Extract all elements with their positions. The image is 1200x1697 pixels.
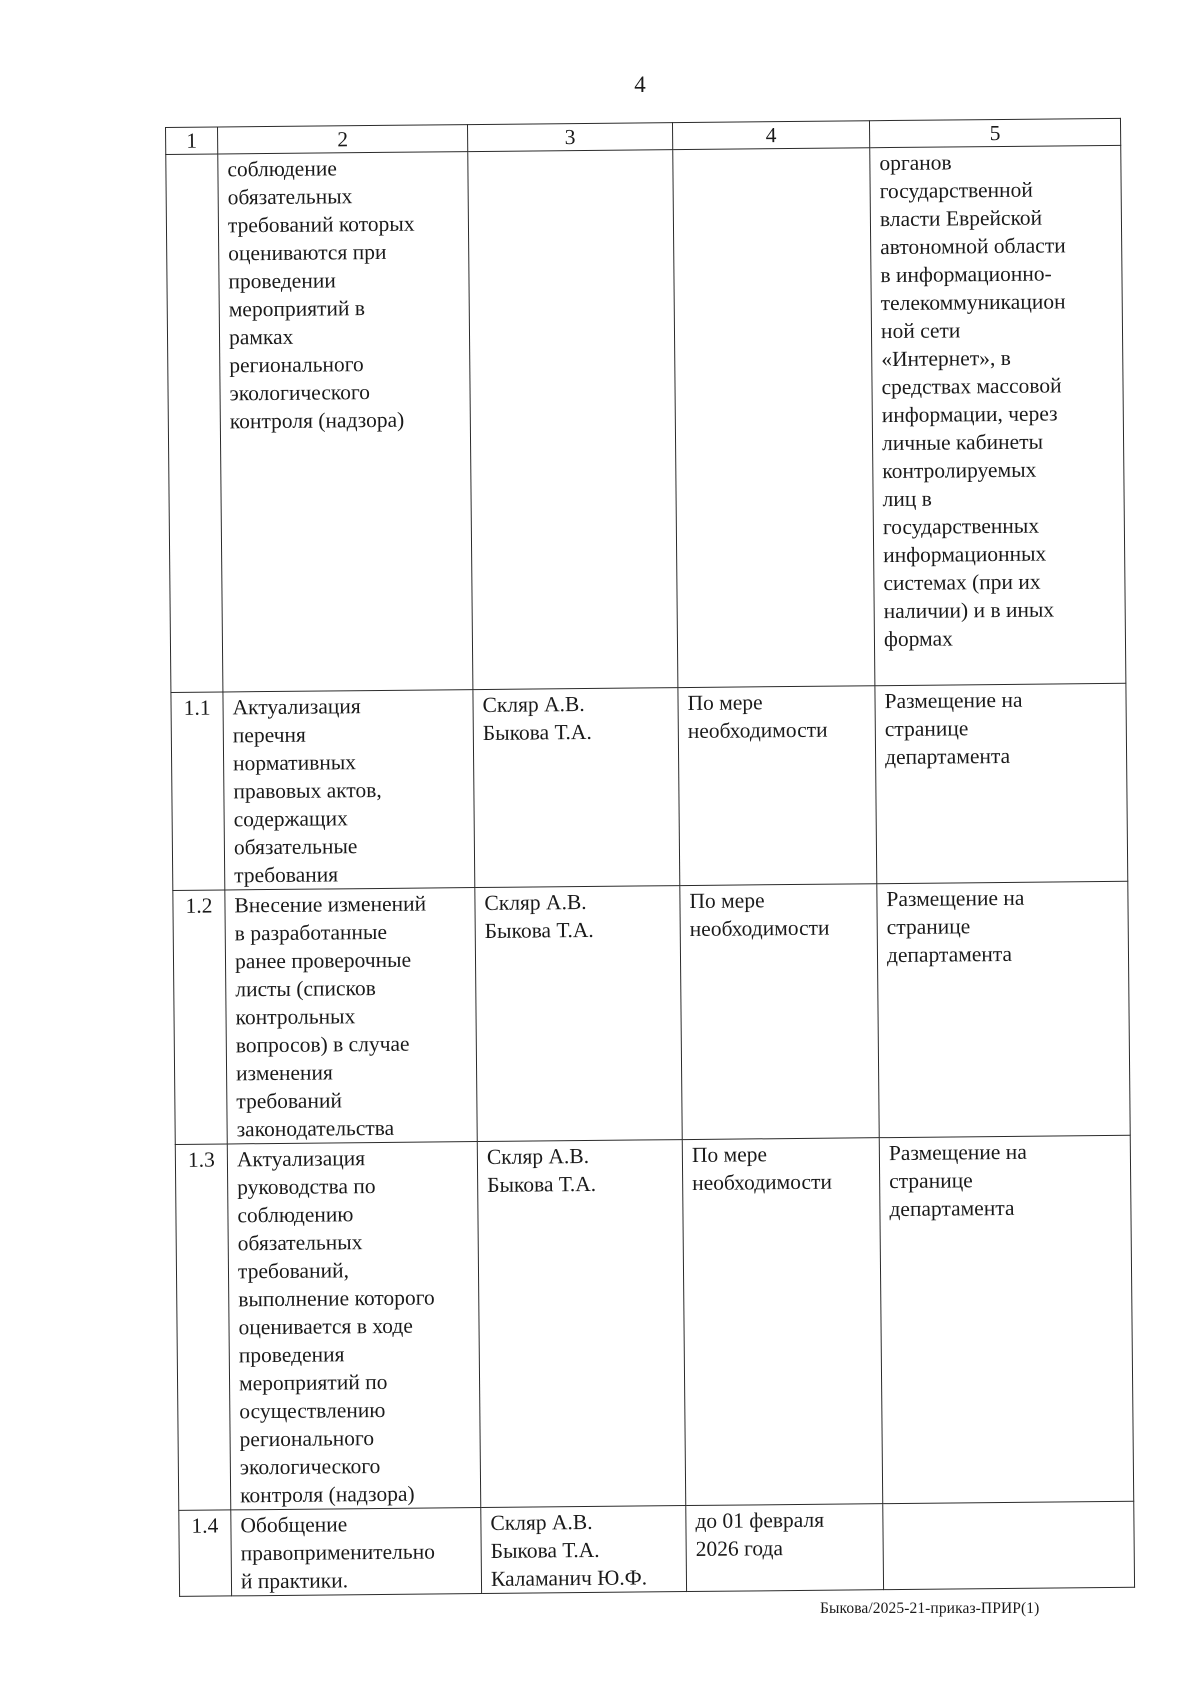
page-number: 4 [634, 72, 646, 97]
responsible-cell [468, 150, 678, 690]
table-row [166, 145, 1126, 692]
deadline-cell: до 01 февраля 2026 года [686, 1504, 884, 1592]
column-number-4: 4 [672, 121, 869, 150]
column-number-5: 5 [869, 118, 1120, 147]
deadline-cell: По мере необходимости [678, 686, 877, 886]
result-cell: Размещение на странице департамента [879, 1135, 1134, 1503]
responsible-cell: Скляр А.В. Быкова Т.А. [477, 1140, 686, 1508]
row-number [166, 154, 223, 692]
result-cell: органов государственной власти Еврейской автономной области в информационно- телекоммуникацион ной сети «Интернет», в средствах массовой информации, через личные кабинеты контролируемых лиц в государственных информационных системах (при их наличии) и в иных формах [870, 145, 1126, 685]
row-number: 1.1 [171, 692, 225, 890]
document-footer-code: Быкова/2025-21-приказ-ПРИР(1) [820, 1600, 1040, 1617]
activity-cell: Актуализация перечня нормативных правовых актов, содержащих обязательные требования [223, 690, 475, 890]
column-number-1: 1 [166, 127, 218, 154]
table-row [179, 1501, 1135, 1596]
row-number: 1.4 [179, 1510, 232, 1596]
column-number-3: 3 [467, 123, 672, 152]
responsible-cell: Скляр А.В. Быкова Т.А. [475, 886, 682, 1142]
activity-cell: соблюдение обязательных требований которых оцениваются при проведении мероприятий в рамках регионального экологического контроля (надзора) [218, 152, 473, 692]
activity-cell: Актуализация руководства по соблюдению обязательных требований, выполнение которого оценивается в ходе проведения мероприятий по осуществлению регионального экологического контроля (надзора) [227, 1142, 481, 1510]
activity-cell: Внесение изменений в разработанные ранее проверочные листы (списков контрольных вопросов) в случае изменения требований законодательства [225, 888, 477, 1144]
deadline-cell: По мере необходимости [680, 884, 879, 1140]
table-row [171, 683, 1128, 890]
activity-cell: Обобщение правоприменительно й практики. [231, 1508, 482, 1596]
responsible-cell: Скляр А.В. Быкова Т.А. [473, 688, 680, 888]
deadline-cell [673, 148, 875, 688]
row-number: 1.2 [173, 890, 227, 1144]
column-number-2: 2 [218, 125, 468, 154]
deadline-cell: По мере необходимости [682, 1138, 883, 1506]
row-number: 1.3 [175, 1144, 231, 1510]
activity-plan-table [165, 118, 1135, 1597]
table-row [173, 881, 1130, 1144]
responsible-cell: Скляр А.В. Быкова Т.А. Каламанич Ю.Ф. [481, 1506, 687, 1594]
result-cell: Размещение на странице департамента [875, 683, 1128, 883]
result-cell: Размещение на странице департамента [877, 881, 1130, 1137]
result-cell [883, 1501, 1135, 1589]
table-row [175, 1135, 1133, 1510]
